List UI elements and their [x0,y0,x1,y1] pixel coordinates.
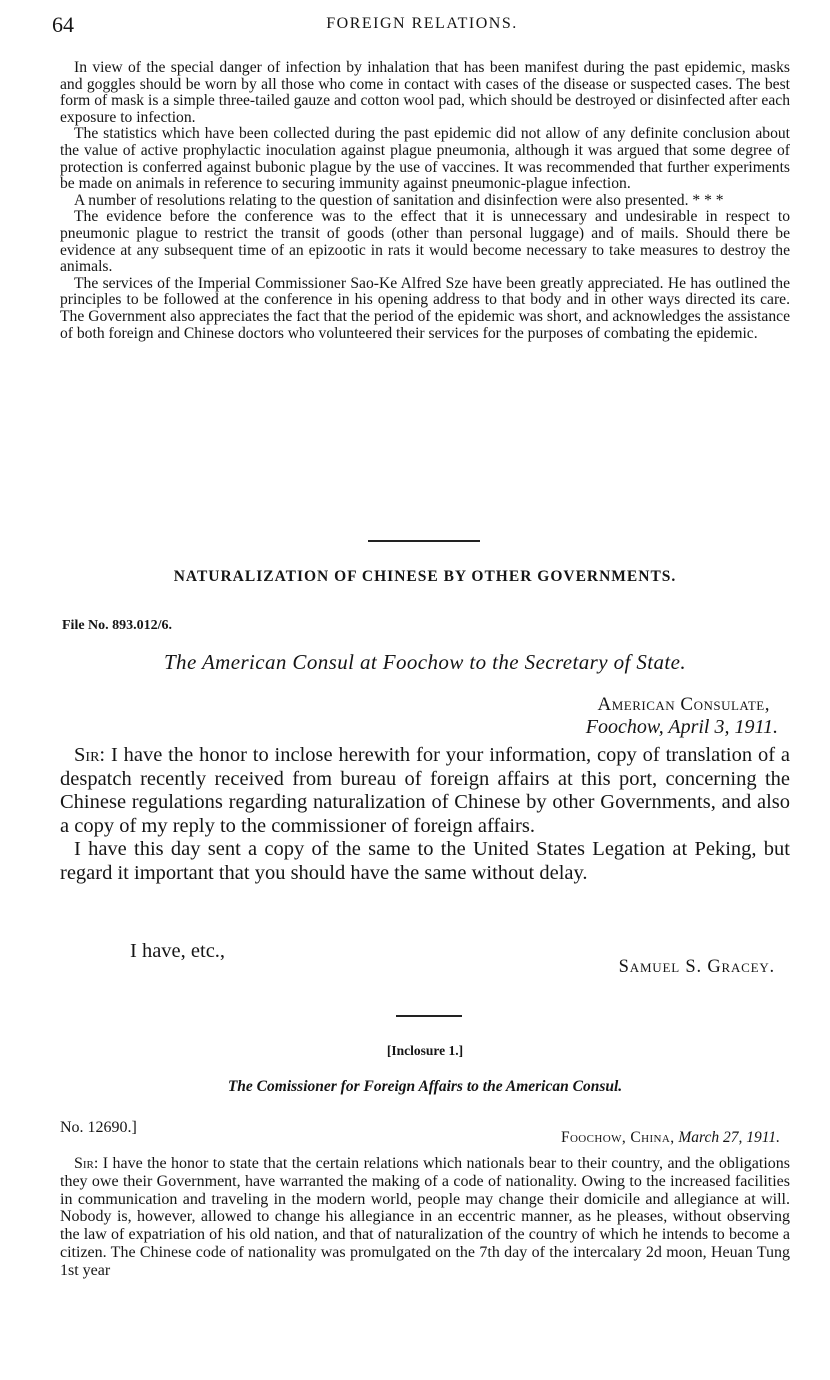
inclosure-dateline-place: Foochow, China, [560,1129,675,1146]
inclosure-label: [Inclosure 1.] [386,1043,464,1058]
paragraph-masks: In view of the special danger of infection by inhalation that has been manifest during the past epidemic, masks and goggles should be worn by all those who come in contact with cases of the disease or suspected cases. The best form of mask is a simple three-tailed gauze and cotton wool pad, which should be destroyed or disinfected after each exposure to infection. [60,59,790,126]
dateline-place: American Consulate, [597,694,770,715]
section-divider [368,540,480,542]
dateline-date: Foochow, April 3, 1911. [585,716,778,738]
page-number: 64 [52,12,74,37]
signature: Samuel S. Gracey. [618,957,775,977]
inclosure-paragraph-text: : I have the honor to state that the certain relations which nationals bear to their country, and the obligations they owe their Government, have warranted the making of a code of nationality. Owing to the increased facilities in communication and traveling in the modern world, people may change their domicile and allegiance at will. Nobody is, however, allowed to change his allegiance in an eccentric manner, as he pleases, without observing the law of expatriation of his old nation, and that of naturalization of the country of which he intends to become a citizen. The Chinese code of nationality was promulgated on the 7th day of the intercalary 2d moon, Heuan Tung 1st year [60,1155,790,1279]
file-number: File No. 893.012/6. [62,618,173,633]
inclosure-salutation: Sir [74,1155,94,1172]
inclosure-divider [396,1015,462,1017]
paragraph-resolutions: A number of resolutions relating to the question of sanitation and disinfection were also presented. * * * [74,191,724,209]
letter-paragraph-2: I have this day sent a copy of the same to the United States Legation at Peking, but regard it important that you should have the same without delay. [60,838,790,884]
salutation: Sir [74,744,100,766]
letter-paragraph-1 [60,744,790,838]
letter-title: The American Consul at Foochow to the Secretary of State. [163,650,687,674]
inclosure-body [60,1155,790,1280]
document-number: No. 12690.] [60,1119,137,1136]
letter-paragraph-1-text: : I have the honor to inclose herewith for your information, copy of translation of a despatch recently received from bureau of foreign affairs at this port, concerning the Chinese regulations regarding naturalization of Chinese by other Governments, and also a copy of my reply to the commissioner of foreign affairs. [60,744,790,837]
inclosure-title: The Comissioner for Foreign Affairs to the American Consul. [227,1078,623,1095]
section-title: NATURALIZATION OF CHINESE BY OTHER GOVERNMENTS. [173,568,677,585]
paragraph-services: The services of the Imperial Commissioner Sao-Ke Alfred Sze have been greatly appreciated. He has outlined the principles to be followed at the conference in his opening address to that body and in other ways directed its care. The Government also appreciates the fact that the period of the epidemic was short, and acknowledges the assistance of both foreign and Chinese doctors who volunteered their services for the purposes of combating the epidemic. [60,274,790,342]
consul-letter-body [60,744,790,886]
page-header [52,12,792,42]
letter-closing: I have, etc., [130,940,226,962]
running-head: FOREIGN RELATIONS. [326,15,518,32]
inclosure-dateline [561,1129,780,1147]
inclosure-dateline-date: March 27, 1911. [678,1129,780,1146]
paragraph-statistics: The statistics which have been collected during the past epidemic did not allow of any definite conclusion about the value of active prophylactic inoculation against plague pneumonia, although it was argued that some degree of protection is conferred against bubonic plague by the use of vaccines. It was recommended that further experiments be made on animals in reference to securing immunity against pneumonic-plague infection. [60,125,790,193]
inclosure-paragraph [60,1155,790,1280]
paragraph-evidence: The evidence before the conference was to the effect that it is unnecessary and undesirable in respect to pneumonic plague to restrict the transit of goods (other than personal luggage) and of mails. Should there be evidence at any subsequent time of an epizootic in rats it would become necessary to take measures to destroy the animals. [60,208,790,276]
conference-report-text [60,60,790,342]
